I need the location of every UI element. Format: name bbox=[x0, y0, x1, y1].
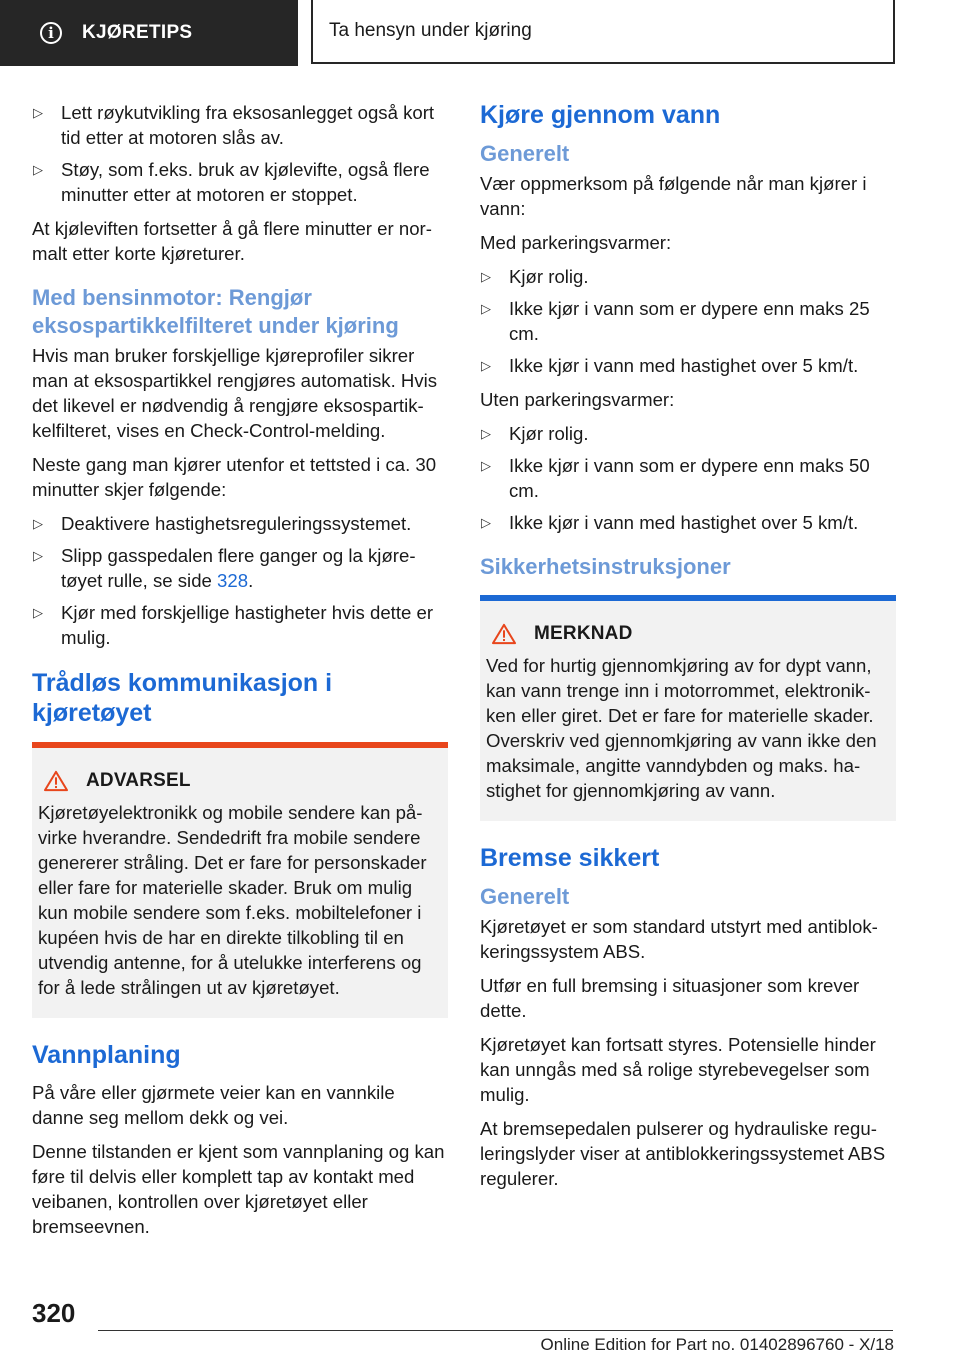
list-item: ▷ Støy, som f.eks. bruk av kjølevifte, også flere minutter etter at motoren er stoppet. bbox=[33, 159, 430, 205]
notice-title: MERKNAD bbox=[534, 623, 633, 644]
aquaplaning-paragraph-2: Denne tilstanden er kjent som vannplaning og kan føre til delvis eller komplett tap av kontakt med veibanen, kontrollen over kjøretøyet eller bremseevnen. bbox=[32, 1141, 445, 1237]
brake-paragraph-1: Kjøretøyet er som standard utstyrt med antiblokkeringssystem ABS. bbox=[480, 916, 878, 962]
right-column bbox=[480, 100, 896, 1200]
triangle-bullet-icon: ▷ bbox=[481, 426, 491, 441]
triangle-bullet-icon: ▷ bbox=[33, 548, 43, 563]
brake-paragraph-3: Kjøretøyet kan fortsatt styres. Potensielle hinder kan unngås med så rolige styrebevegelser som mulig. bbox=[480, 1034, 876, 1105]
list-item: ▷ Slipp gasspedalen flere ganger og la kjøretøyet rulle, se side 328. bbox=[33, 545, 416, 591]
list-item: ▷ Ikke kjør i vann med hastighet over 5 km/t. bbox=[481, 512, 859, 533]
warning-triangle-icon bbox=[490, 623, 518, 645]
water-heading: Kjøre gjennom vann bbox=[480, 101, 721, 129]
wireless-heading: Trådløs kommunikasjon i kjøretøyet bbox=[32, 669, 333, 727]
triangle-bullet-icon: ▷ bbox=[481, 515, 491, 530]
with-heater-label: Med parkeringsvarmer: bbox=[480, 232, 672, 253]
list-item: ▷ Kjør rolig. bbox=[481, 266, 589, 287]
triangle-bullet-icon: ▷ bbox=[481, 301, 491, 316]
triangle-bullet-icon: ▷ bbox=[481, 458, 491, 473]
brake-heading: Bremse sikkert bbox=[480, 844, 660, 872]
notice-text: Ved for hurtig gjennomkjøring av for dypt vann, kan vann trenge inn i motorrommet, elektronikken eller giret. Det er fare for materielle skader. Overskriv ved gjennomkjøring av vann ikke den maksimale, angitte vanndybden og maks. hastighet for gjennomkjøring av vann. bbox=[486, 655, 877, 801]
page-reference-link[interactable]: 328 bbox=[217, 570, 249, 591]
left-column bbox=[32, 100, 448, 1248]
list-item: ▷ Ikke kjør i vann som er dypere enn maks 50 cm. bbox=[481, 455, 870, 501]
aquaplaning-heading: Vannplaning bbox=[32, 1041, 181, 1069]
brake-general-subheading: Generelt bbox=[480, 884, 570, 909]
petrol-paragraph: Hvis man bruker forskjellige kjøreprofiler sikrer man at eksospartikkel rengjøres automatisk. Hvis det likevel er nødvendig å rengjøre eksospartikkelfilteret, vises en Check-Control-melding. bbox=[32, 345, 438, 441]
warning-text: Kjøretøyelektronikk og mobile sendere kan påvirke hverandre. Sendedrift fra mobile sendere genererer stråling. Det er fare for personskader eller fare for materielle skader. Bruk om mulig kun mobile sendere som f.eks. mobiltelefoner i kupéen hvis de har en direkte tilkobling til en utvendig antenne, for å utelukke interferens og for å lede strålingen ut av kjøretøyet. bbox=[38, 802, 427, 998]
page-number: 320 bbox=[32, 1298, 76, 1328]
petrol-heading: Med bensinmotor: Rengjør eksospartikkelfilteret under kjøring bbox=[32, 285, 399, 338]
notice-box bbox=[480, 595, 896, 821]
footer-divider bbox=[98, 1330, 893, 1331]
brake-paragraph-2: Utfør en full bremsing i situasjoner som krever dette. bbox=[480, 975, 860, 1021]
with-heater-list bbox=[480, 264, 896, 378]
list-item: ▷ Deaktivere hastighetsreguleringssystemet. bbox=[33, 513, 412, 534]
list-item: ▷ Kjør med forskjellige hastigheter hvis dette er mulig. bbox=[33, 602, 434, 648]
safety-heading: Sikkerhetsinstruksjoner bbox=[480, 554, 731, 579]
brake-paragraph-4: At bremsepedalen pulserer og hydrauliske reguleringslyder viser at antiblokkeringssystemet ABS regulerer. bbox=[480, 1118, 886, 1189]
petrol-paragraph-2: Neste gang man kjører utenfor et tettsted i ca. 30 minutter skjer følgende: bbox=[32, 454, 437, 500]
intro-paragraph: At kjøleviften fortsetter å gå flere minutter er normalt etter korte kjøreturer. bbox=[32, 218, 432, 264]
triangle-bullet-icon: ▷ bbox=[33, 162, 43, 177]
list-item: ▷ Kjør rolig. bbox=[481, 423, 589, 444]
info-icon: i bbox=[40, 22, 62, 44]
list-item: ▷ Ikke kjør i vann som er dypere enn maks 25 cm. bbox=[481, 298, 870, 344]
triangle-bullet-icon: ▷ bbox=[33, 516, 43, 531]
without-heater-label: Uten parkeringsvarmer: bbox=[480, 389, 675, 410]
section-label: KJØRETIPS bbox=[82, 22, 193, 43]
list-item: ▷ Lett røykutvikling fra eksosanlegget også kort tid etter at motoren slås av. bbox=[33, 102, 435, 148]
water-paragraph: Vær oppmerksom på følgende når man kjører i vann: bbox=[480, 173, 867, 219]
intro-list bbox=[32, 100, 448, 207]
petrol-list bbox=[32, 511, 448, 650]
aquaplaning-paragraph: På våre eller gjørmete veier kan en vannkile danne seg mellom dekk og vei. bbox=[32, 1082, 395, 1128]
warning-box bbox=[32, 742, 448, 1018]
triangle-bullet-icon: ▷ bbox=[33, 105, 43, 120]
edition-note: Online Edition for Part no. 01402896760 - X/18 bbox=[540, 1335, 894, 1354]
triangle-bullet-icon: ▷ bbox=[481, 358, 491, 373]
triangle-bullet-icon: ▷ bbox=[33, 605, 43, 620]
general-subheading: Generelt bbox=[480, 141, 570, 166]
warning-title: ADVARSEL bbox=[86, 770, 191, 791]
chapter-title: Ta hensyn under kjøring bbox=[329, 20, 532, 41]
warning-triangle-icon bbox=[42, 770, 70, 792]
section-tab bbox=[0, 0, 298, 66]
without-heater-list bbox=[480, 421, 896, 535]
list-item: ▷ Ikke kjør i vann med hastighet over 5 km/t. bbox=[481, 355, 859, 376]
triangle-bullet-icon: ▷ bbox=[481, 269, 491, 284]
chapter-title-box bbox=[311, 0, 895, 64]
page-header bbox=[0, 0, 960, 66]
